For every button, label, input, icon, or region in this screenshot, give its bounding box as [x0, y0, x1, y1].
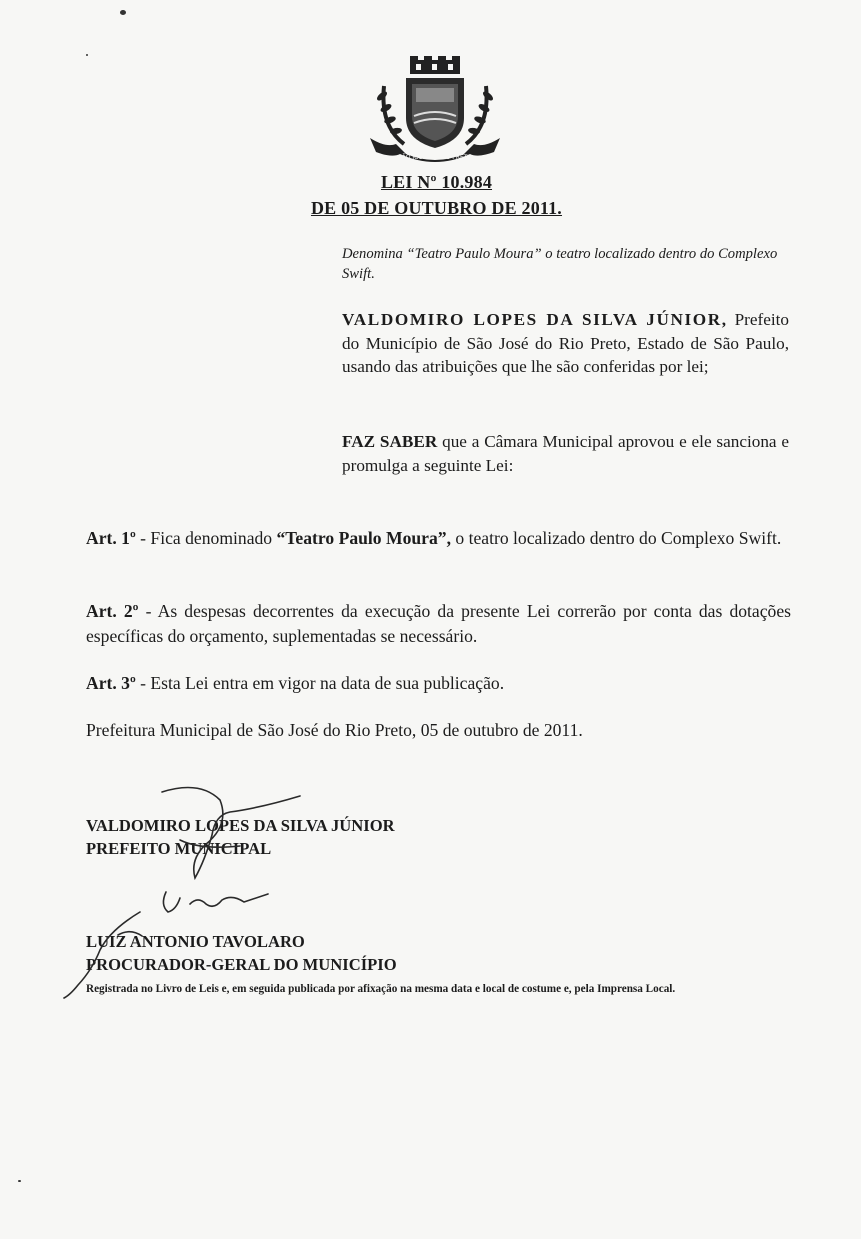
article-text: o teatro localizado dentro do Complexo Swift.: [450, 528, 782, 548]
preamble-text: Prefeito do Município de São José do Rio Preto, Estado de São Paulo, usando das atribuições que lhe são conferidas por lei;: [342, 310, 790, 377]
signatory-name: LUIZ ANTONIO TAVOLARO: [86, 932, 305, 951]
signature-block-mayor: [86, 814, 395, 860]
law-number: LEI Nº 10.984: [380, 172, 493, 192]
article-3: [86, 671, 791, 696]
law-date: DE 05 DE OUTUBRO DE 2011.: [310, 198, 563, 218]
theater-name: “Teatro Paulo Moura”,: [276, 528, 451, 548]
ink-speck: [86, 54, 88, 56]
preamble: [342, 308, 789, 379]
faz-saber-text: que a Câmara Municipal aprovou e ele sanciona e promulga a seguinte Lei:: [342, 432, 790, 475]
svg-text:SÃO JOSÉ DO RIO PRETO: SÃO JOSÉ DO RIO PRETO: [397, 154, 473, 161]
article-label: Art. 1º: [86, 528, 136, 548]
signatory-title: PROCURADOR-GERAL DO MUNICÍPIO: [86, 955, 397, 974]
ink-speck: [120, 10, 126, 15]
registration-note: Registrada no Livro de Leis e, em seguida publicada por afixação na mesma data e local de costume e, pela Imprensa Local.: [86, 983, 676, 995]
coat-of-arms-icon: [366, 56, 504, 164]
ink-speck: [18, 1180, 21, 1182]
article-text: - Esta Lei entra em vigor na data de sua publicação.: [135, 673, 505, 693]
article-2: [86, 599, 791, 648]
closing-place-date: Prefeitura Municipal de São José do Rio Preto, 05 de outubro de 2011.: [86, 720, 583, 740]
signature-block-attorney: [86, 930, 397, 976]
faz-saber-lead: FAZ SABER: [342, 432, 438, 451]
article-text: - As despesas decorrentes da execução da presente Lei correrão por conta das dotações específicas do orçamento, suplementadas se necessário.: [86, 601, 791, 646]
law-summary: Denomina “Teatro Paulo Moura” o teatro localizado dentro do Complexo Swift.: [342, 246, 778, 282]
article-text: - Fica denominado: [135, 528, 277, 548]
article-1: [86, 526, 791, 551]
signatory-title: PREFEITO MUNICIPAL: [86, 839, 272, 858]
mayor-name: VALDOMIRO LOPES DA SILVA JÚNIOR,: [342, 310, 728, 329]
faz-saber: [342, 430, 789, 477]
signatory-name: VALDOMIRO LOPES DA SILVA JÚNIOR: [86, 816, 395, 835]
article-label: Art. 2º: [86, 601, 139, 621]
article-label: Art. 3º: [86, 673, 136, 693]
